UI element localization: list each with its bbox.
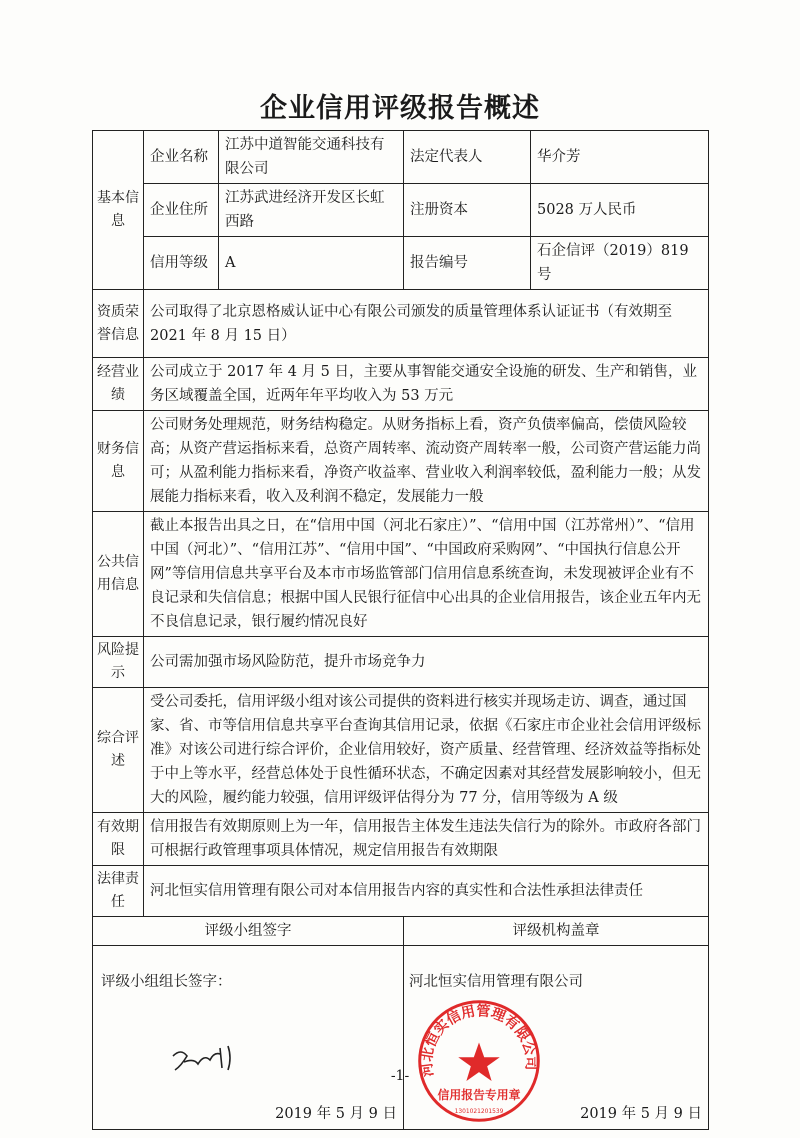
seal-date: 2019 年 5 月 9 日 <box>580 1106 702 1122</box>
official-seal <box>416 998 542 1124</box>
section-text: 受公司委托，信用评级小组对该公司提供的资料进行核实并现场走访、调查，通过国家、省、市等信用信息共享平台查询其信用记录，依据《石家庄市企业社会信用评级标准》对该公司进行综合评价，企业信用较好，资产质量、经营管理、经济效益等指标处于中上等水平，经营总体处于良性循环状态，不确定因素对其经营发展影响较小，但无大的风险，履约能力较强，信用评级评估得分为 77 分，信用等级为 A 级 <box>144 688 709 813</box>
company-name-label: 企业名称 <box>144 131 219 184</box>
sign-date: 2019 年 5 月 9 日 <box>275 1106 397 1122</box>
address: 江苏武进经济开发区长虹西路 <box>219 184 404 237</box>
report-table <box>92 130 709 1130</box>
section-text: 公司需加强市场风险防范，提升市场竞争力 <box>144 637 709 688</box>
basic-info-label: 基本信息 <box>93 131 144 290</box>
sign-cell <box>93 946 404 1130</box>
section-label: 法律责任 <box>93 866 144 917</box>
section-text: 截止本报告出具之日，在“信用中国（河北石家庄）”、“信用中国（江苏常州）”、“信用中国（河北）”、“信用江苏”、“信用中国”、“中国政府采购网”、“中国执行信息公开网”等信用信息共享平台及本市市场监管部门信用信息系统查询，未发现被评企业有不良记录和失信信息；根据中国人民银行征信中心出具的企业信用报告，该企业五年内无不良信息记录，银行履约情况良好 <box>144 512 709 637</box>
section-label: 经营业绩 <box>93 358 144 411</box>
section-text: 公司成立于 2017 年 4 月 5 日，主要从事智能交通安全设施的研发、生产和销售，业务区域覆盖全国，近两年年平均收入为 53 万元 <box>144 358 709 411</box>
company-name: 江苏中道智能交通科技有限公司 <box>219 131 404 184</box>
sign-group-header: 评级小组签字 <box>93 917 404 946</box>
org-name: 河北恒实信用管理有限公司 <box>409 974 583 990</box>
section-text: 公司财务处理规范，财务结构稳定。从财务指标上看，资产负债率偏高，偿债风险较高；从资产营运指标来看，总资产周转率、流动资产周转率一般，公司资产营运能力尚可；从盈利能力指标来看，净资产收益率、营业收入利润率较低，盈利能力一般；从发展能力指标来看，收入及利润不稳定，发展能力一般 <box>144 411 709 512</box>
capital: 5028 万人民币 <box>531 184 709 237</box>
section-label: 有效期限 <box>93 813 144 866</box>
svg-text:信用报告专用章: 信用报告专用章 <box>437 1087 521 1102</box>
section-label: 资质荣誉信息 <box>93 290 144 358</box>
svg-text:1301021201539: 1301021201539 <box>454 1108 504 1115</box>
section-label: 财务信息 <box>93 411 144 512</box>
grade-label: 信用等级 <box>144 237 219 290</box>
section-text: 信用报告有效期原则上为一年，信用报告主体发生违法失信行为的除外。市政府各部门可根据行政管理事项具体情况，规定信用报告有效期限 <box>144 813 709 866</box>
address-label: 企业住所 <box>144 184 219 237</box>
section-label: 公共信用信息 <box>93 512 144 637</box>
capital-label: 注册资本 <box>404 184 531 237</box>
page-number: -1- <box>390 1068 410 1084</box>
svg-text:河北恒实信用管理有限公司: 河北恒实信用管理有限公司 <box>419 1003 539 1078</box>
report-no: 石企信评（2019）819 号 <box>531 237 709 290</box>
seal-header: 评级机构盖章 <box>404 917 709 946</box>
legal-rep-label: 法定代表人 <box>404 131 531 184</box>
page-title: 企业信用评级报告概述 <box>260 93 540 124</box>
legal-rep: 华介芳 <box>531 131 709 184</box>
section-text: 河北恒实信用管理有限公司对本信用报告内容的真实性和合法性承担法律责任 <box>144 866 709 917</box>
section-label: 综合评述 <box>93 688 144 813</box>
grade: A <box>219 237 404 290</box>
section-text: 公司取得了北京恩格威认证中心有限公司颁发的质量管理体系认证证书（有效期至 2021 年 8 月 15 日） <box>144 290 709 358</box>
leader-sign-label: 评级小组组长签字： <box>101 974 232 990</box>
seal-cell <box>404 946 709 1130</box>
report-no-label: 报告编号 <box>404 237 531 290</box>
section-label: 风险提示 <box>93 637 144 688</box>
